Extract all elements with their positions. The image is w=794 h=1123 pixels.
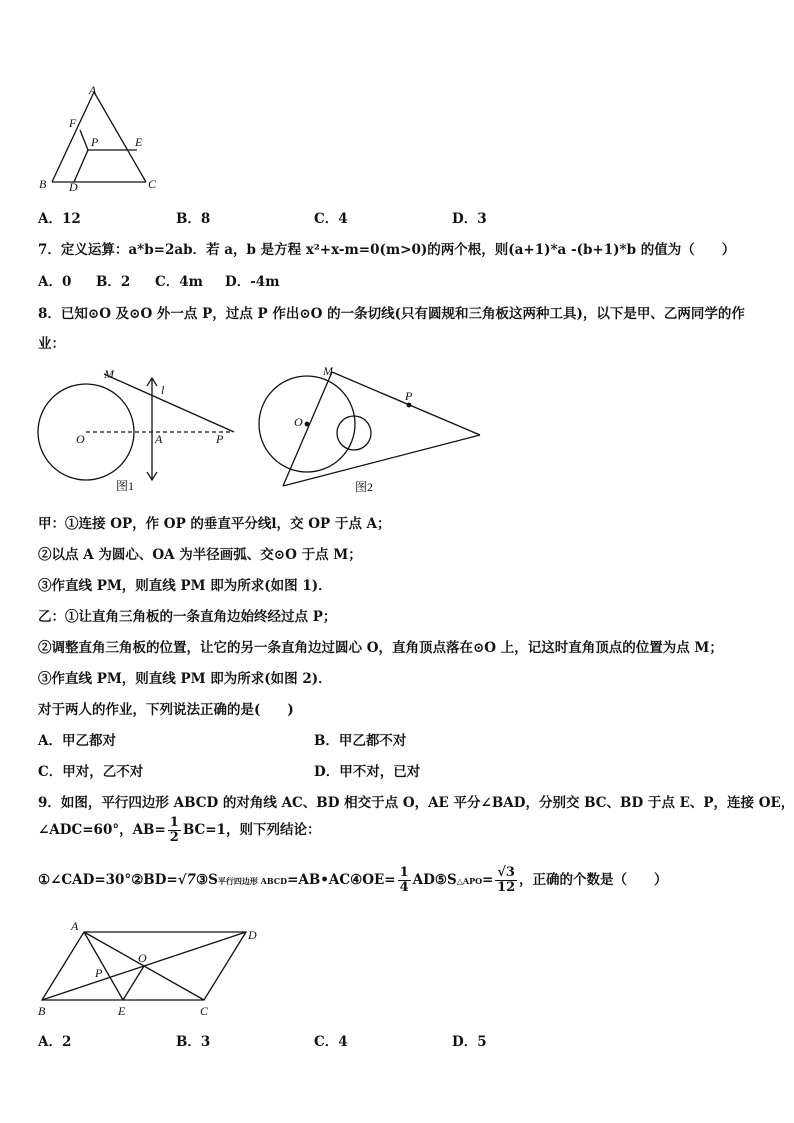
q8-jia-step2: ②以点 A 为圆心、OA 为半径画弧、交⊙O 于点 M；: [38, 547, 362, 563]
label-O: O: [138, 951, 147, 965]
fig2-label-M: M: [323, 364, 333, 378]
fig1-label-A: A: [155, 432, 163, 446]
fig2-caption: 图2: [355, 480, 374, 494]
q9-stem-line2: [38, 816, 320, 845]
q9-option-c[interactable]: C．4: [314, 1034, 348, 1050]
q8-jia-step3: ③作直线 PM，则直线 PM 即为所求(如图 1)．: [38, 578, 332, 594]
q6-option-b[interactable]: B．8: [176, 211, 211, 227]
q8-yi-step3: ③作直线 PM，则直线 PM 即为所求(如图 2)．: [38, 671, 332, 687]
label-C: C: [200, 1004, 209, 1018]
q6-option-a[interactable]: A．12: [38, 211, 81, 227]
q8-option-c[interactable]: C．甲对，乙不对: [38, 764, 144, 780]
c-end: ，正确的个数是（ ）: [518, 872, 668, 888]
q9-stem-line1: 9．如图，平行四边形 ABCD 的对角线 AC、BD 相交于点 O，AE 平分∠BAD，分别交 BC、BD 于点 E、P，连接 OE，: [38, 795, 794, 811]
figure-2: [255, 358, 490, 496]
q9-option-d[interactable]: D．5: [452, 1034, 487, 1050]
label-P: P: [91, 135, 99, 149]
q8-yi-step2: ②调整直角三角板的位置，让它的另一条直角边过圆心 O，直角顶点落在⊙O 上，记这时直角顶点的位置为点 M；: [38, 640, 723, 656]
c-s-sub: 平行四边形 ABCD: [217, 876, 288, 886]
q8-option-a[interactable]: A．甲乙都对: [38, 733, 116, 749]
label-P: P: [95, 966, 103, 980]
q8-question: 对于两人的作业，下列说法正确的是( ): [38, 702, 294, 718]
frac2-num: 1: [399, 865, 409, 880]
figure-1: [34, 366, 244, 496]
q9-stem2-b: BC=1，则下列结论：: [182, 822, 321, 838]
label-A: A: [71, 919, 79, 933]
label-C: C: [148, 177, 157, 191]
q8-stem-line1: 8．已知⊙O 及⊙O 外一点 P，过点 P 作出⊙O 的一条切线(只有圆规和三角板这两种工具)，以下是甲、乙两同学的作: [38, 306, 745, 322]
q9-fraction-sqrt3: [495, 866, 517, 895]
q9-stem2-a: ∠ADC=60°，AB=: [38, 822, 166, 838]
q9-fraction-half: [168, 816, 181, 845]
q8-option-d[interactable]: D．甲不对，已对: [314, 764, 421, 780]
label-D: D: [248, 928, 257, 942]
c-sub2: △APO: [456, 876, 483, 886]
triangle-figure: [34, 80, 174, 198]
frac3-num: √3: [497, 865, 515, 880]
c-eq: =: [482, 872, 494, 888]
label-D: D: [69, 180, 78, 194]
q7-option-c[interactable]: C．4m: [155, 274, 203, 290]
q9-conclusions: [38, 866, 667, 895]
q8-jia-step1: 甲：①连接 OP，作 OP 的垂直平分线l，交 OP 于点 A；: [38, 516, 391, 532]
frac3-den: 12: [497, 880, 516, 895]
fig1-label-O: O: [76, 432, 85, 446]
q9-option-a[interactable]: A．2: [38, 1034, 72, 1050]
fig1-label-M: M: [104, 367, 114, 381]
fig1-label-P: P: [216, 432, 224, 446]
c-s: ③S: [196, 872, 218, 888]
q6-option-c[interactable]: C．4: [314, 211, 348, 227]
c-pre: ①∠CAD=30°②BD=: [38, 872, 178, 888]
q6-option-d[interactable]: D．3: [452, 211, 487, 227]
label-E: E: [118, 1004, 126, 1018]
parallelogram-figure: [34, 918, 266, 1020]
frac-num: 1: [169, 815, 179, 830]
fig1-label-l: l: [161, 383, 165, 397]
label-B: B: [39, 177, 47, 191]
label-F: F: [69, 116, 77, 130]
c-ad: AD⑤S: [412, 872, 457, 888]
q9-fraction-quarter: [398, 866, 411, 895]
frac2-den: 4: [399, 880, 409, 895]
label-B: B: [38, 1004, 46, 1018]
fig1-caption: 图1: [116, 479, 135, 493]
q7-option-b[interactable]: B．2: [96, 274, 131, 290]
c-sqrt7: √7: [177, 872, 197, 888]
fig2-label-P: P: [405, 389, 413, 403]
q7-option-a[interactable]: A．0: [38, 274, 72, 290]
q7-stem: 7．定义运算：a*b=2ab．若 a，b 是方程 x²+x-m=0(m>0)的两个根，则(a+1)*a -(b+1)*b 的值为（ ）: [38, 242, 736, 258]
q9-option-b[interactable]: B．3: [176, 1034, 211, 1050]
label-E: E: [135, 135, 143, 149]
q8-yi-step1: 乙：①让直角三角板的一条直角边始终经过点 P；: [38, 609, 337, 625]
frac-den: 2: [169, 830, 179, 845]
q7-option-d[interactable]: D．-4m: [225, 274, 280, 290]
c-mid: =AB•AC④OE=: [287, 872, 396, 888]
fig2-label-O: O: [294, 415, 303, 429]
label-A: A: [89, 83, 97, 97]
q8-option-b[interactable]: B．甲乙都不对: [314, 733, 407, 749]
q8-stem-line2: 业：: [38, 336, 65, 352]
